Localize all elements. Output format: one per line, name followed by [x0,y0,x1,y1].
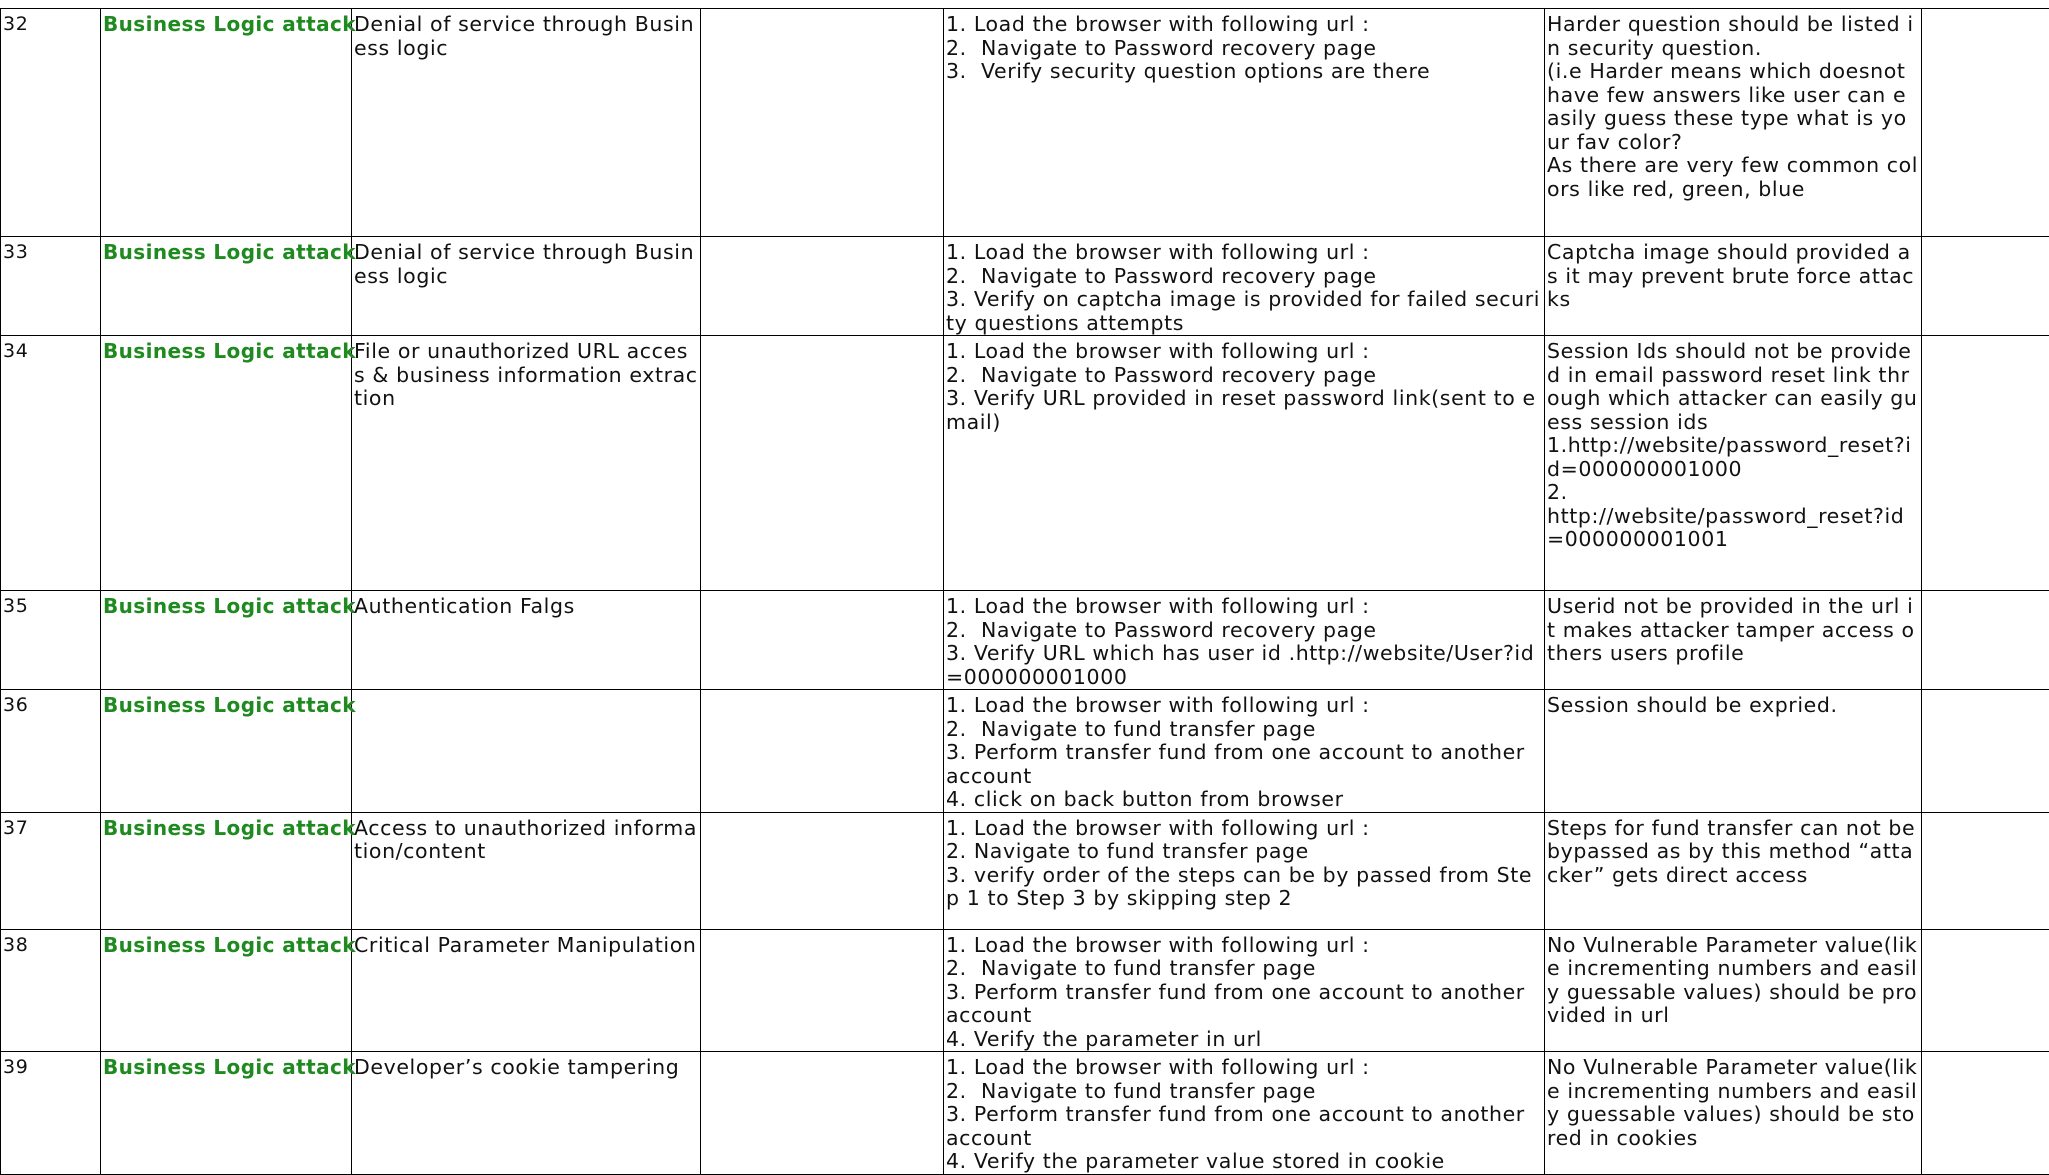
blank-cell[interactable] [701,591,944,690]
expected-line: Session should be expried. [1547,693,1838,717]
step-line: 1. Load the browser with following url : [946,1055,1370,1079]
expected-line: No Vulnerable Parameter value(like incrementing numbers and easily guessable values) should be provided in url [1547,932,1918,1027]
steps-cell[interactable] [944,237,1545,336]
steps-cell[interactable] [944,929,1545,1052]
row-number-cell[interactable]: 36 [1,690,101,813]
blank-cell[interactable] [701,812,944,929]
row-number-cell[interactable]: 37 [1,812,101,929]
step-line: 2. Navigate to Password recovery page [946,362,1377,387]
expected-line: Captcha image should provided as it may prevent brute force attacks [1547,240,1915,311]
expected-line: As there are very few common colors like red, green, blue [1547,153,1919,201]
step-line: 3. Verify security question options are there [946,59,1431,83]
table-row [1,591,2049,690]
steps-cell[interactable] [944,336,1545,591]
step-line: 4. Verify the parameter in url [946,1026,1262,1051]
expected-result-cell[interactable] [1545,1052,1922,1175]
blank-cell[interactable] [701,237,944,336]
blank-cell[interactable] [1922,1052,2049,1175]
category-cell[interactable]: Business Logic attack [101,336,352,591]
table-row [1,336,2049,591]
blank-cell[interactable] [1922,336,2049,591]
step-line: 3. Verify on captcha image is provided for failed security questions attempts [946,287,1541,335]
expected-line: 2. [1547,480,1568,504]
category-cell[interactable]: Business Logic attack [101,690,352,813]
expected-result-cell[interactable] [1545,336,1922,591]
blank-cell[interactable] [701,1052,944,1175]
step-line: 3. verify order of the steps can be by passed from Step 1 to Step 3 by skipping step 2 [946,862,1533,910]
test-title-cell[interactable]: Developer’s cookie tampering [352,1052,701,1175]
expected-line: http://website/password_reset?id=000000001001 [1547,503,1905,551]
step-line: 3. Perform transfer fund from one account to another account [946,1102,1532,1150]
test-title-cell[interactable]: Access to unauthorized information/content [352,812,701,929]
blank-cell[interactable] [701,929,944,1052]
step-line: 2. Navigate to fund transfer page [946,956,1316,980]
blank-cell[interactable] [701,336,944,591]
step-line: 2. Navigate to fund transfer page [946,1078,1316,1103]
row-number-cell[interactable]: 35 [1,591,101,690]
step-line: 4. click on back button from browser [946,787,1344,811]
category-cell[interactable]: Business Logic attack [101,929,352,1052]
expected-line: Harder question should be listed in security question. [1547,12,1914,60]
blank-cell[interactable] [1922,237,2049,336]
test-case-table [0,8,2049,1175]
category-cell[interactable]: Business Logic attack [101,1052,352,1175]
expected-line: No Vulnerable Parameter value(like incrementing numbers and easily guessable values) should be stored in cookies [1547,1055,1918,1150]
step-line: 3. Perform transfer fund from one account to another account [946,740,1532,788]
test-title-cell[interactable]: Denial of service through Business logic [352,237,701,336]
step-line: 2. Navigate to fund transfer page [946,839,1309,863]
blank-cell[interactable] [701,690,944,813]
step-line: 4. Verify the parameter value stored in cookie [946,1149,1445,1173]
step-line: 3. Perform transfer fund from one account to another account [946,979,1532,1027]
steps-cell[interactable] [944,690,1545,813]
expected-result-cell[interactable] [1545,591,1922,690]
expected-line: Userid not be provided in the url it makes attacker tamper access others users profile [1547,594,1915,665]
table-row [1,1052,2049,1175]
table-row [1,929,2049,1052]
category-cell[interactable]: Business Logic attack [101,812,352,929]
step-line: 1. Load the browser with following url : [946,932,1370,957]
step-line: 3. Verify URL provided in reset password link(sent to email) [946,386,1536,434]
table-row [1,9,2049,237]
step-line: 1. Load the browser with following url : [946,339,1370,363]
category-cell[interactable]: Business Logic attack [101,9,352,237]
steps-cell[interactable] [944,9,1545,237]
blank-cell[interactable] [701,9,944,237]
steps-cell[interactable] [944,1052,1545,1175]
blank-cell[interactable] [1922,9,2049,237]
category-cell[interactable]: Business Logic attack [101,237,352,336]
expected-line: (i.e Harder means which doesnot have few answers like user can easily guess these type what is your fav color? [1547,59,1913,154]
test-title-cell[interactable] [352,690,701,813]
steps-cell[interactable] [944,591,1545,690]
step-line: 1. Load the browser with following url : [946,12,1370,36]
step-line: 1. Load the browser with following url : [946,815,1370,840]
step-line: 2. Navigate to fund transfer page [946,716,1316,741]
table-row [1,237,2049,336]
expected-line: 1.http://website/password_reset?id=000000001000 [1547,433,1912,481]
blank-cell[interactable] [1922,812,2049,929]
table-row [1,690,2049,813]
step-line: 1. Load the browser with following url : [946,594,1370,618]
row-number-cell[interactable]: 39 [1,1052,101,1175]
steps-cell[interactable] [944,812,1545,929]
row-number-cell[interactable]: 32 [1,9,101,237]
test-title-cell[interactable]: File or unauthorized URL access & business information extraction [352,336,701,591]
expected-result-cell[interactable] [1545,929,1922,1052]
row-number-cell[interactable]: 38 [1,929,101,1052]
table-row [1,812,2049,929]
expected-line: Session Ids should not be provided in email password reset link through which attacker can easily guess session ids [1547,339,1918,434]
category-cell[interactable]: Business Logic attack [101,591,352,690]
expected-result-cell[interactable] [1545,690,1922,813]
blank-cell[interactable] [1922,929,2049,1052]
test-title-cell[interactable]: Denial of service through Business logic [352,9,701,237]
row-number-cell[interactable]: 34 [1,336,101,591]
blank-cell[interactable] [1922,591,2049,690]
expected-result-cell[interactable] [1545,812,1922,929]
step-line: 1. Load the browser with following url : [946,240,1370,264]
expected-result-cell[interactable] [1545,237,1922,336]
expected-line: Steps for fund transfer can not be bypassed as by this method “attacker” gets direct access [1547,815,1923,887]
step-line: 2. Navigate to Password recovery page [946,617,1377,642]
step-line: 2. Navigate to Password recovery page [946,35,1377,60]
step-line: 2. Navigate to Password recovery page [946,263,1377,288]
step-line: 3. Verify URL which has user id .http://website/User?id=000000001000 [946,641,1535,689]
test-title-cell[interactable]: Critical Parameter Manipulation [352,929,701,1052]
test-title-cell[interactable]: Authentication Falgs [352,591,701,690]
step-line: 1. Load the browser with following url : [946,693,1370,717]
row-number-cell[interactable]: 33 [1,237,101,336]
expected-result-cell[interactable] [1545,9,1922,237]
blank-cell[interactable] [1922,690,2049,813]
